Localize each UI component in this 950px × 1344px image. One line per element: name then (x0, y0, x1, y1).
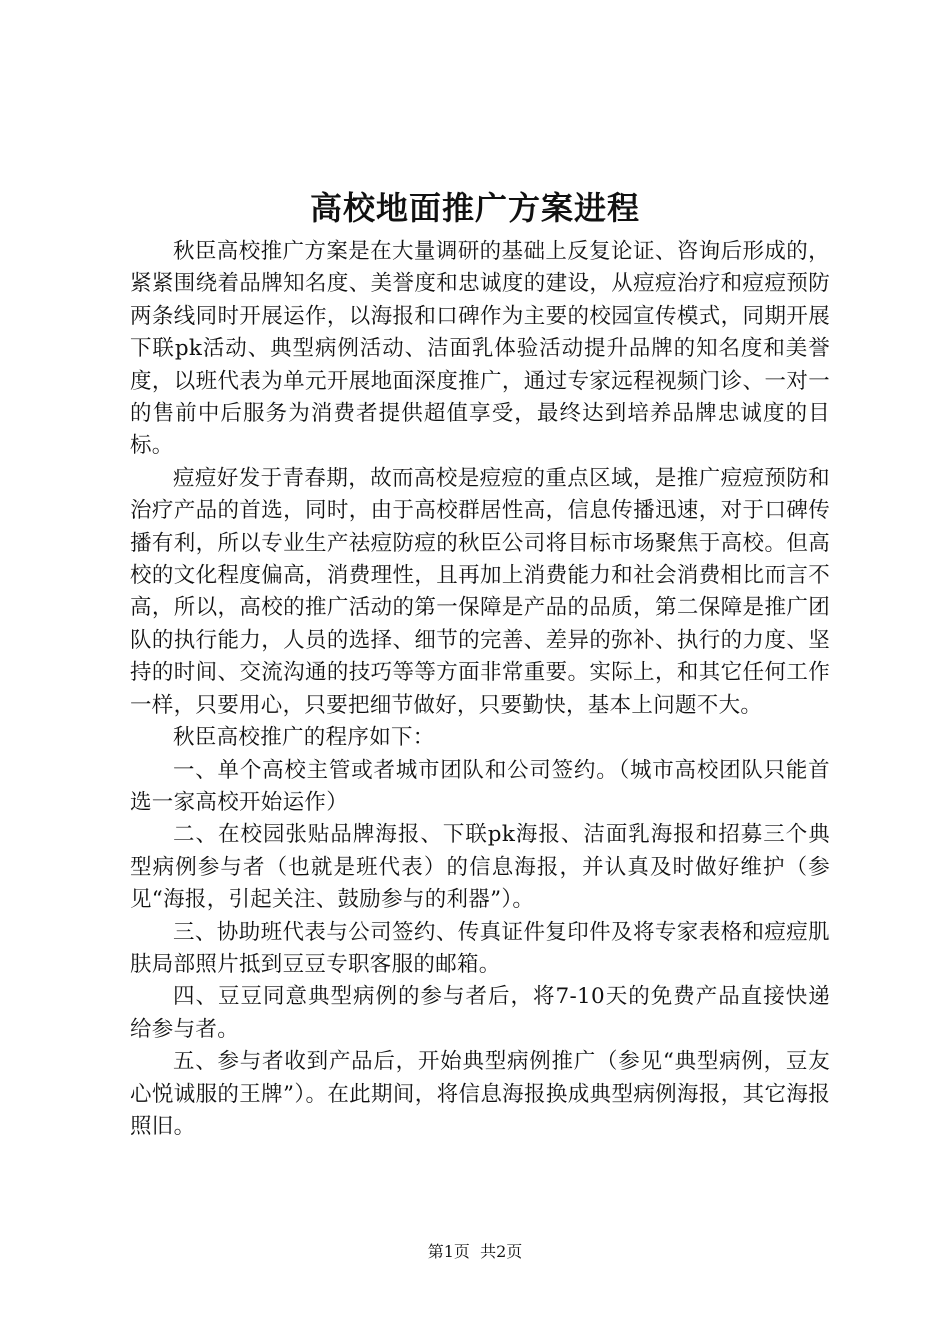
page-footer (0, 1240, 950, 1264)
paragraph-background: 痘痘好发于青春期，故而高校是痘痘的重点区域，是推广痘痘预防和治疗产品的首选，同时，由于高校群居性高，信息传播迅速，对于口碑传播有利，所以专业生产祛痘防痘的秋臣公司将目标市场聚焦于高校。但高校的文化程度偏高，消费理性，且再加上消费能力和社会消费相比而言不高，所以，高校的推广活动的第一保障是产品的品质，第二保障是推广团队的执行能力，人员的选择、细节的完善、差异的弥补、执行的力度、坚持的时间、交流沟通的技巧等等方面非常重要。实际上，和其它任何工作一样，只要用心，只要把细节做好，只要勤快，基本上问题不大。 (130, 465, 830, 718)
procedure-step-2: 二、在校园张贴品牌海报、下联pk海报、洁面乳海报和招募三个典型病例参与者（也就是班代表）的信息海报，并认真及时做好维护（参见“海报，引起关注、鼓励参与的利器”）。 (130, 822, 830, 913)
procedure-step-4: 四、豆豆同意典型病例的参与者后，将7-10天的免费产品直接快递给参与者。 (130, 984, 830, 1042)
document-title: 高校地面推广方案进程 (309, 189, 640, 227)
page-number-current: 第1页 (427, 1242, 470, 1261)
paragraph-procedure-heading: 秋臣高校推广的程序如下： (173, 725, 435, 751)
procedure-step-3: 三、协助班代表与公司签约、传真证件复印件及将专家表格和痘痘肌肤局部照片抵到豆豆专职客服的邮箱。 (130, 919, 830, 977)
page-number-total: 共2页 (480, 1242, 523, 1261)
procedure-step-1: 一、单个高校主管或者城市团队和公司签约。（城市高校团队只能首选一家高校开始运作） (130, 757, 830, 815)
procedure-step-5: 五、参与者收到产品后，开始典型病例推广（参见“典型病例，豆友心悦诚服的王牌”）。在此期间，将信息海报换成典型病例海报，其它海报照旧。 (130, 1049, 830, 1139)
document-body (130, 236, 830, 1143)
paragraph-intro: 秋臣高校推广方案是在大量调研的基础上反复论证、咨询后形成的，紧紧围绕着品牌知名度、美誉度和忠诚度的建设，从痘痘治疗和痘痘预防两条线同时开展运作，以海报和口碑作为主要的校园宣传模式，同期开展下联pk活动、典型病例活动、洁面乳体验活动提升品牌的知名度和美誉度，以班代表为单元开展地面深度推广，通过专家远程视频门诊、一对一的售前中后服务为消费者提供超值享受，最终达到培养品牌忠诚度的目标。 (130, 239, 830, 459)
